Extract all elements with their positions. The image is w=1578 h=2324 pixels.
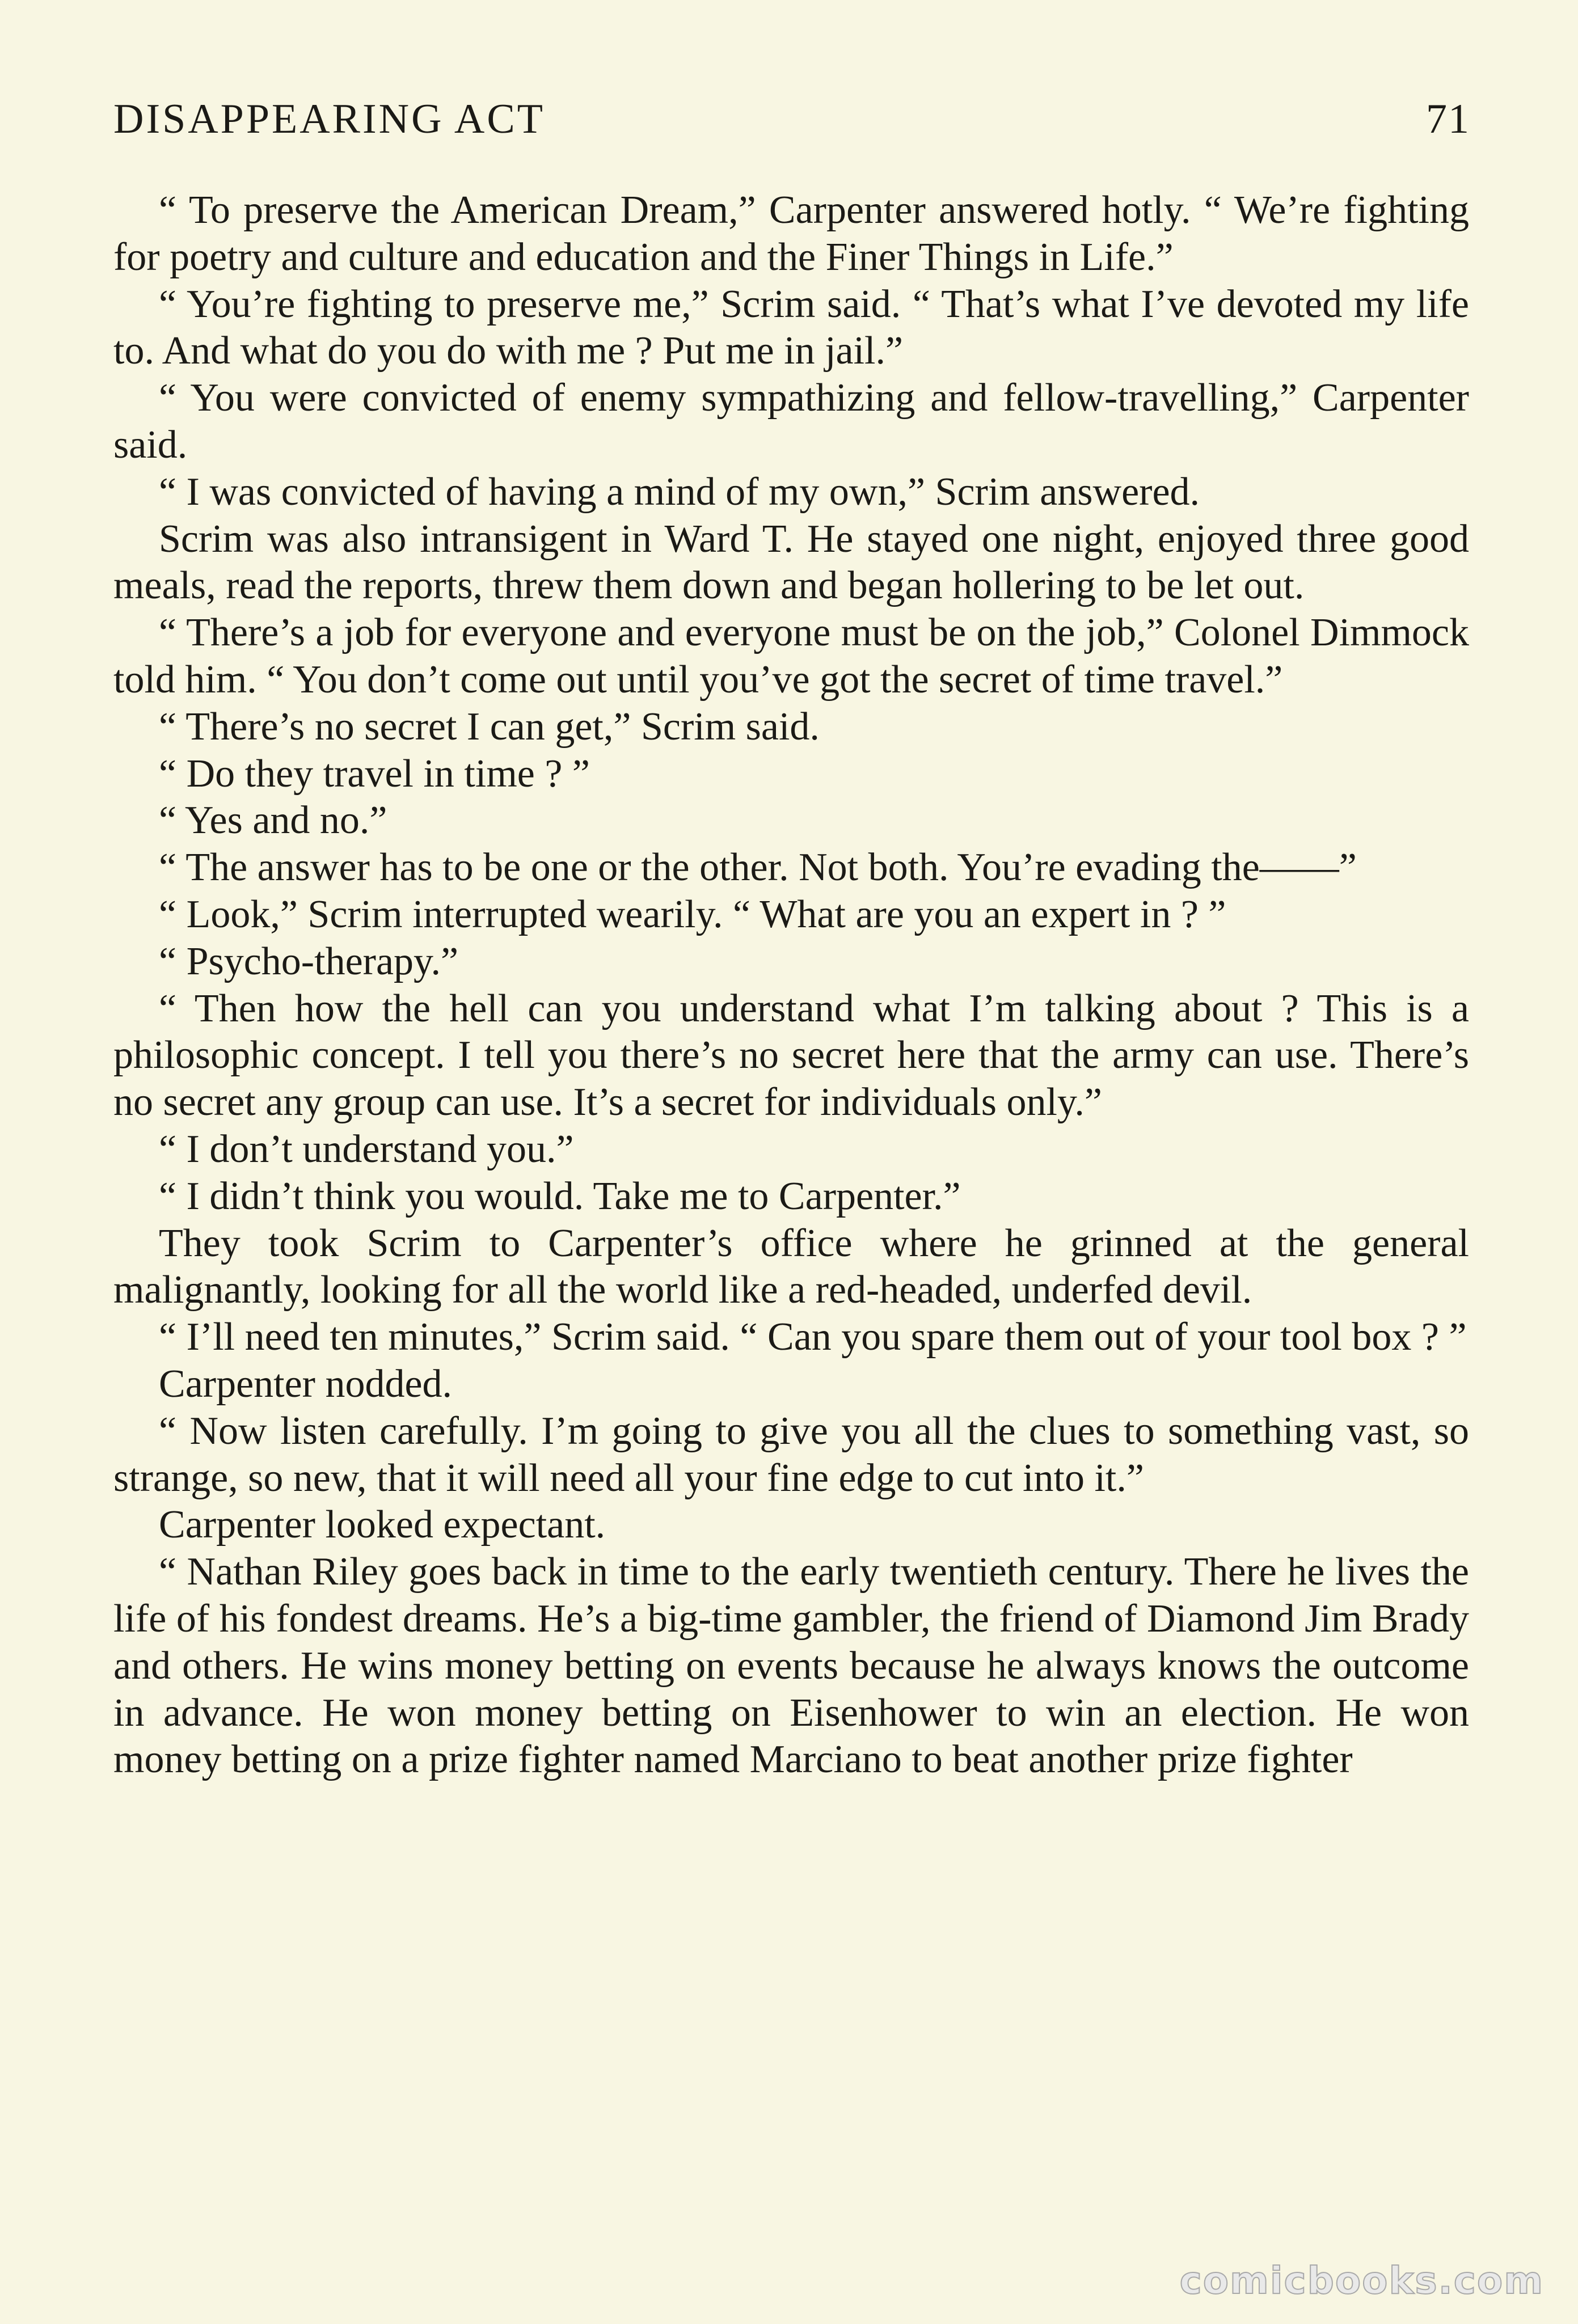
paragraph: “ I didn’t think you would. Take me to Carpenter.” [159,1174,961,1218]
paragraph: “ Then how the hell can you understand what I’m talking about ? This is a philosophic concept. I tell you there’s no secret here that the army can use. There’s no secret any group can use. It’s a secret for individuals only.” [113,986,1469,1125]
paragraph: Scrim was also intransigent in Ward T. He stayed one night, enjoyed three good meals, read the reports, threw them down and began hollering to be let out. [113,517,1469,608]
watermark: comicbooks.com [1179,2259,1544,2302]
paragraph: “ Do they travel in time ? ” [159,751,590,796]
paragraph: “ Nathan Riley goes back in time to the early twentieth century. There he lives the life of his fondest dreams. He’s a big-time gambler, the friend of Diamond Jim Brady and others. He wins money betting on events because he always knows the outcome in advance. He won money betting on Eisenhower to win an election. He won money betting on a prize fighter named Marciano to beat another prize fighter [113,1550,1469,1782]
paragraph: “ You were convicted of enemy sympathizing and fellow-travelling,” Carpenter said. [113,376,1469,467]
running-head [113,95,1470,152]
paragraph: “ Yes and no.” [159,798,387,843]
running-title: DISAPPEARING ACT [113,96,545,142]
paragraph: Carpenter nodded. [159,1362,453,1406]
paragraph: “ I’ll need ten minutes,” Scrim said. “ Can you spare them out of your tool box ? ” [159,1315,1467,1359]
paragraph: “ I was convicted of having a mind of my own,” Scrim answered. [159,470,1200,514]
body-text [113,187,1469,1784]
page-number: 71 [1426,96,1470,142]
paragraph: “ There’s a job for everyone and everyone must be on the job,” Colonel Dimmock told him. “ You don’t come out until you’ve got the secret of time travel.” [113,611,1469,702]
paragraph: “ Psycho-therapy.” [159,939,459,983]
paragraph: They took Scrim to Carpenter’s office where he grinned at the general malignantly, looking for all the world like a red-headed, underfed devil. [113,1221,1469,1312]
paragraph: “ You’re fighting to preserve me,” Scrim said. “ That’s what I’ve devoted my life to. And what do you do with me ? Put me in jail.” [113,282,1469,373]
paragraph: “ The answer has to be one or the other. Not both. You’re evading the——” [159,846,1357,890]
paragraph: “ Now listen carefully. I’m going to give you all the clues to something vast, so strange, so new, that it will need all your fine edge to cut into it.” [113,1409,1469,1500]
paragraph: Carpenter looked expectant. [159,1503,606,1547]
paragraph: “ I don’t understand you.” [159,1127,574,1171]
paragraph: “ Look,” Scrim interrupted wearily. “ What are you an expert in ? ” [159,892,1226,936]
paragraph: “ There’s no secret I can get,” Scrim said. [159,704,820,749]
paragraph: “ To preserve the American Dream,” Carpenter answered hotly. “ We’re fighting for poetry and culture and education and the Finer Things in Life.” [113,188,1469,279]
